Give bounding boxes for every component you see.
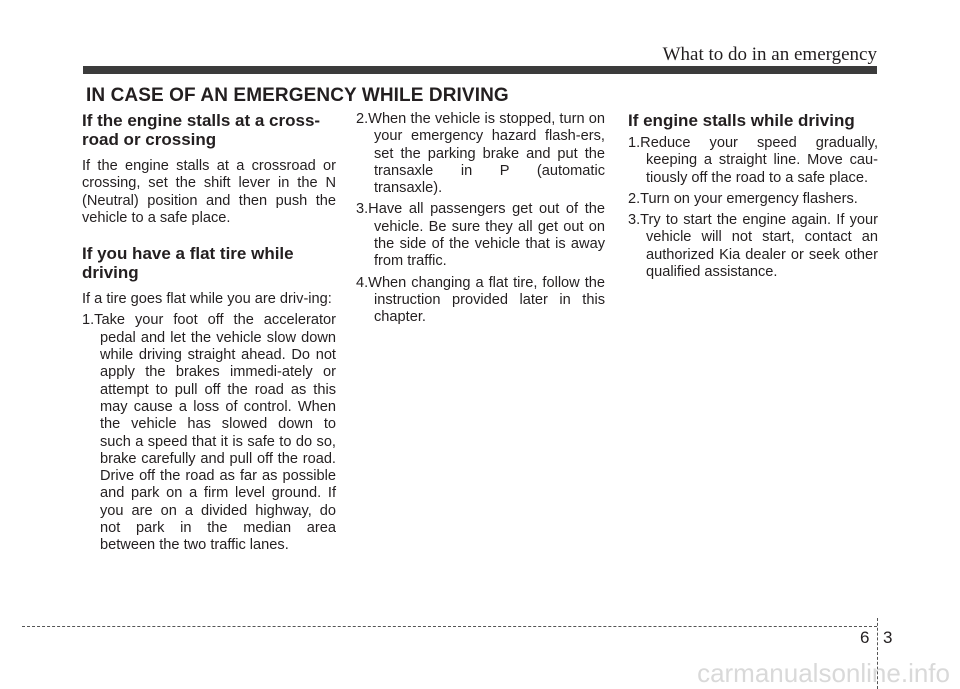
page-number: 3 xyxy=(883,628,893,647)
heading-flat-tire: If you have a flat tire while driving xyxy=(82,244,294,283)
column-2 xyxy=(356,111,605,331)
column-1 xyxy=(82,111,336,559)
heading-engine-stalls-crossing: If the engine stalls at a cross- road or crossing xyxy=(82,111,321,149)
flat-tire-steps-list xyxy=(82,312,336,554)
footer-divider xyxy=(22,626,877,627)
list-item: 3.Have all passengers get out of the vehicle. Be sure they all get out on the side of the vehicle that is away from traffic. xyxy=(356,201,605,270)
watermark: carmanualsonline.info xyxy=(697,658,950,688)
heading-engine-stalls-driving: If engine stalls while driving xyxy=(628,111,855,130)
header-bar xyxy=(83,66,877,74)
list-item: 2.Turn on your emergency flashers. xyxy=(628,190,858,207)
flat-tire-steps-continued-list xyxy=(356,111,605,327)
list-item: 1.Take your foot off the accelerator pedal and let the vehicle slow down while driving straight ahead. Do not apply the brakes immedi-ately or attempt to pull off the road as this may cause a loss of control. When the vehicle has slowed down to such a speed that it is safe to do so, brake carefully and pull off the road. Drive off the road as far as possible and park on a firm level ground. If you are on a divided highway, do not park in the median area between the two traffic lanes. xyxy=(82,312,336,554)
chapter-number: 6 xyxy=(860,628,870,647)
column-3 xyxy=(628,111,878,285)
list-item: 1.Reduce your speed gradually, keeping a straight line. Move cau-tiously off the road to a safe place. xyxy=(628,135,878,186)
engine-stall-steps-list xyxy=(628,135,878,281)
list-item: 4.When changing a flat tire, follow the instruction provided later in this chapter. xyxy=(356,274,605,326)
list-item: 2.When the vehicle is stopped, turn on your emergency hazard flash-ers, set the parking brake and put the transaxle in P (automatic transaxle). xyxy=(356,111,605,197)
paragraph-crossing: If the engine stalls at a crossroad or crossing, set the shift lever in the N (Neutral) position and then push the vehicle to a safe place. xyxy=(82,158,336,226)
chapter-header-title: What to do in an emergency xyxy=(662,44,877,65)
list-item: 3.Try to start the engine again. If your vehicle will not start, contact an authorized Kia dealer or seek other qualified assistance. xyxy=(628,212,878,281)
section-title: IN CASE OF AN EMERGENCY WHILE DRIVING xyxy=(86,85,509,106)
paragraph-flat-tire-intro: If a tire goes flat while you are driv-ing: xyxy=(82,291,332,308)
